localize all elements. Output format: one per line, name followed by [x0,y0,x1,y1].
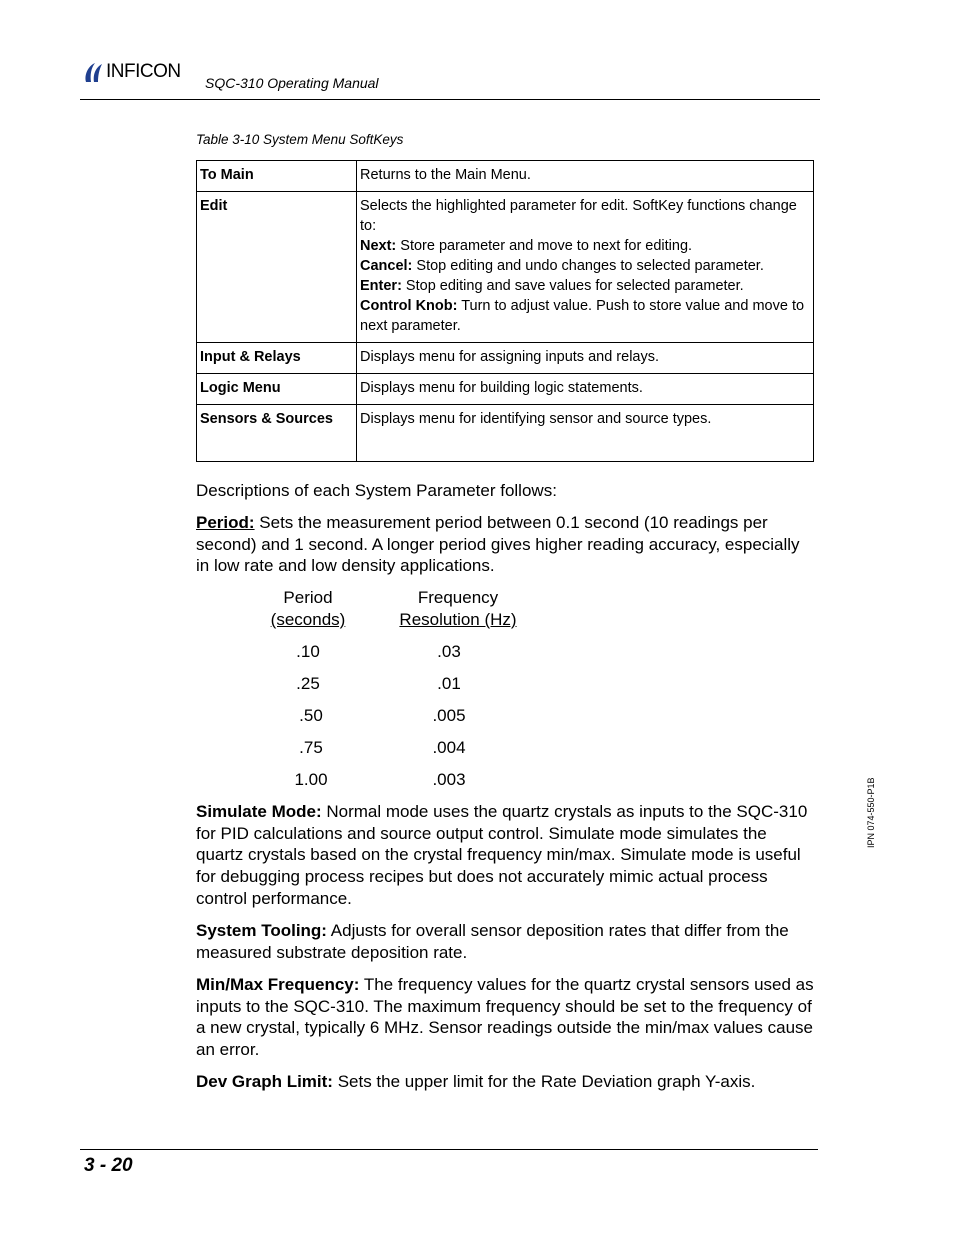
document-code: IPN 074-550-P1B [866,777,876,848]
period-header-unit: (seconds) [270,610,346,629]
period-column [258,587,358,631]
edit-subitem [360,276,810,296]
resolution-header: Frequency [417,588,499,607]
softkeys-table [196,160,814,462]
tooling-label: System Tooling: [196,921,327,940]
header-rule [80,99,820,100]
softkey-name: Logic Menu [197,374,357,405]
period-value: .10 [296,642,320,661]
subitem-text: Turn to adjust value. Push to store value and move to next parameter. [360,298,805,334]
subitem-text: Stop editing and undo changes to selected parameter. [412,258,764,274]
devgraph-text: Sets the upper limit for the Rate Deviation graph Y-axis. [332,1072,756,1091]
subitem-label: Enter: [360,278,402,294]
softkey-description: Displays menu for building logic statements. [357,374,814,405]
intro-text: Descriptions of each System Parameter follows: [196,481,557,500]
simulate-label: Simulate Mode: [196,802,322,821]
subitem-text: Store parameter and move to next for editing. [396,238,693,254]
period-text: Sets the measurement period between 0.1 second (10 readings per second) and 1 second. A longer period gives higher reading accuracy, especially in low rate and low density applications. [196,513,800,576]
resolution-header-unit: Resolution (Hz) [399,610,517,629]
subitem-label: Control Knob: [360,298,458,314]
softkey-description: Displays menu for identifying sensor and source types. [357,405,814,462]
period-header: Period [283,588,333,607]
table-row [197,192,814,343]
tooling-paragraph [196,920,816,963]
edit-subitem [360,296,810,336]
softkey-name: Sensors & Sources [197,405,357,462]
minmax-label: Min/Max Frequency: [196,975,360,994]
period-value: .50 [299,706,323,725]
softkey-description: Displays menu for assigning inputs and relays. [357,343,814,374]
simulate-text: Normal mode uses the quartz crystals as inputs to the SQC-310 for PID calculations and source output control. Simulate mode simulates the quartz crystals based on the crystal frequency min/max. Simulate mode is useful for debugging process recipes but does not accurately mimic actual process control performance. [196,802,808,908]
softkey-description [357,192,814,343]
inficon-logo [82,60,181,84]
resolution-value: .004 [432,738,466,757]
subitem-label: Next: [360,238,397,254]
devgraph-paragraph [196,1071,816,1093]
subitem-text: Stop editing and save values for selected parameter. [401,278,744,294]
resolution-column [393,587,523,631]
resolution-value: .03 [437,642,461,661]
edit-subitem [360,236,810,256]
softkey-description: Returns to the Main Menu. [357,161,814,192]
brand-name: INFICON [106,61,181,82]
minmax-paragraph [196,974,816,1061]
table-caption: Table 3-10 System Menu SoftKeys [196,132,404,147]
softkey-name: To Main [197,161,357,192]
edit-subitem [360,256,810,276]
period-paragraph [196,512,816,577]
period-value: .25 [296,674,320,693]
table-row [197,405,814,462]
simulate-paragraph [196,801,816,910]
manual-title: SQC-310 Operating Manual [205,75,379,91]
edit-description: Selects the highlighted parameter for edit. SoftKey functions change to: [360,198,797,234]
period-value: 1.00 [294,770,328,789]
table-row [197,374,814,405]
table-row [197,343,814,374]
period-label: Period: [196,513,255,532]
table-row [197,161,814,192]
devgraph-label: Dev Graph Limit: [196,1072,333,1091]
resolution-value: .003 [432,770,466,789]
softkey-name: Input & Relays [197,343,357,374]
resolution-value: .01 [437,674,461,693]
footer-rule [80,1149,818,1150]
tooling-text: Adjusts for overall sensor deposition rates that differ from the measured substrate deposition rate. [196,921,789,962]
softkey-name: Edit [197,192,357,343]
minmax-text: The frequency values for the quartz crystal sensors used as inputs to the SQC-310. The maximum frequency should be set to the frequency of a new crystal, typically 6 MHz. Sensor readings outside the min/max values cause an error. [196,975,814,1060]
subitem-label: Cancel: [360,258,413,274]
inficon-logo-icon [82,61,104,83]
resolution-value: .005 [432,706,466,725]
period-value: .75 [299,738,323,757]
page-number: 3 - 20 [84,1155,133,1176]
